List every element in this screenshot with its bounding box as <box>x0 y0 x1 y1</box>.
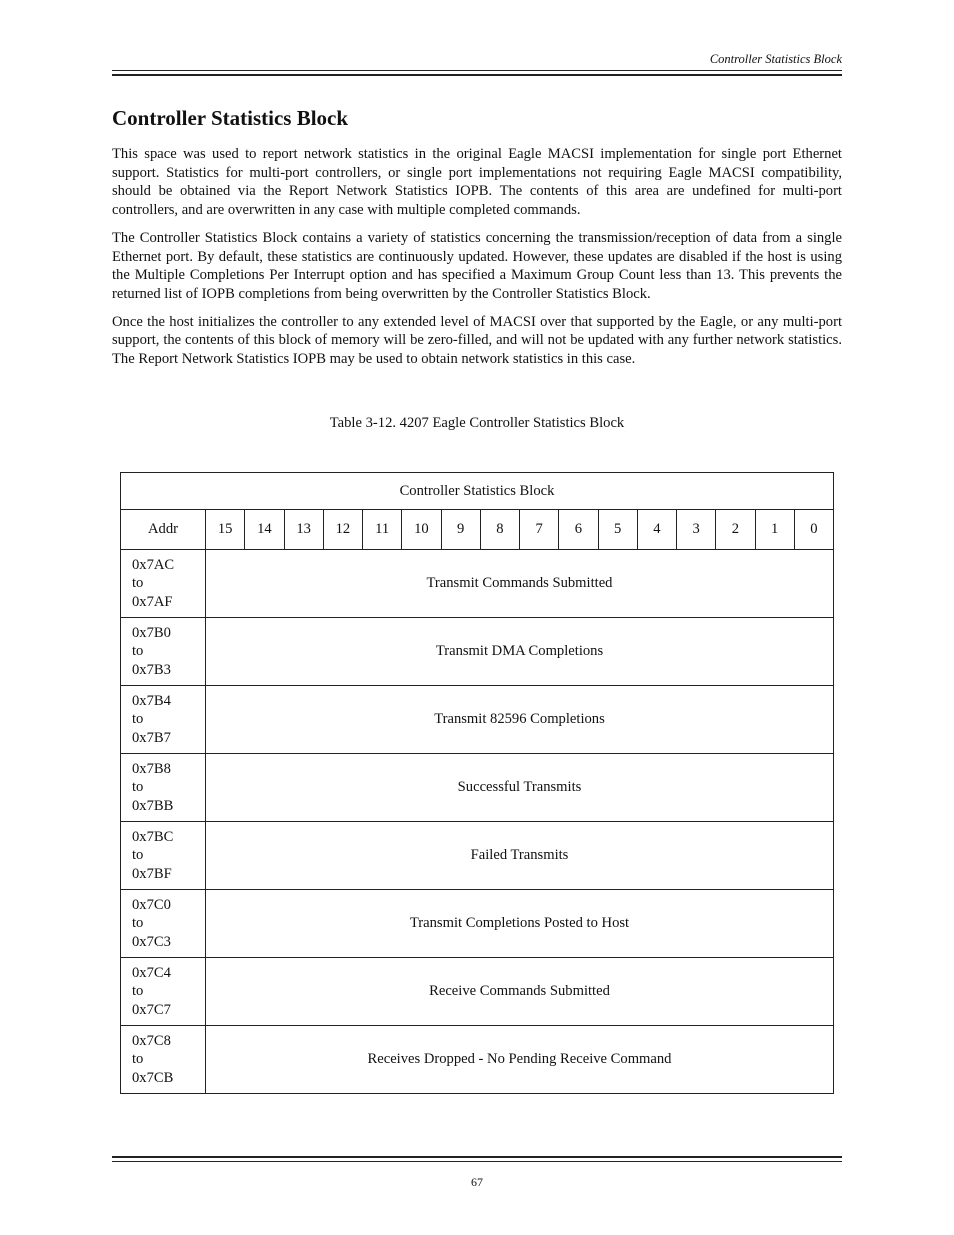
table-row <box>121 1026 834 1094</box>
addr-sep: to <box>132 1051 144 1068</box>
bit-header: 12 <box>323 510 362 550</box>
addr-sep: to <box>132 711 144 728</box>
header-rule-thick <box>112 74 842 76</box>
bit-header: 0 <box>794 510 833 550</box>
section-title: Controller Statistics Block <box>112 106 349 130</box>
field-name-cell: Transmit Completions Posted to Host <box>206 890 834 958</box>
bit-header: 10 <box>402 510 441 550</box>
addr-end: 0x7BB <box>132 797 174 814</box>
paragraph: The Controller Statistics Block contains a variety of statistics concerning the transmission/reception of data from a single Ethernet port. By default, these statistics are continuously updated. However, these updates are disabled if the host is using the Multiple Completions Per Interrupt option and has specified a Maximum Group Count less than 13. This prevents the returned list of IOPB completions from being overwritten by the Controller Statistics Block. <box>112 229 842 302</box>
table-row <box>121 686 834 754</box>
paragraph: Once the host initializes the controller to any extended level of MACSI over that supported by the Eagle, or any multi-port support, the contents of this block of memory will be zero-filled, and will not be updated with any further network statistics. The Report Network Statistics IOPB may be used to obtain network statistics in this case. <box>112 313 842 368</box>
addr-start: 0x7B0 <box>132 624 171 641</box>
addr-cell <box>121 686 206 754</box>
bit-header: 7 <box>520 510 559 550</box>
table-caption: Table 3-12. 4207 Eagle Controller Statistics Block <box>329 415 625 431</box>
addr-cell <box>121 1026 206 1094</box>
addr-start: 0x7B4 <box>132 692 171 709</box>
table-row <box>121 822 834 890</box>
addr-start: 0x7AC <box>132 556 175 573</box>
bit-header: 14 <box>245 510 284 550</box>
paragraph: This space was used to report network statistics in the original Eagle MACSI implementation for single port Ethernet support. Statistics for multi-port controllers, or single port implementations not requiring Eagle MACSI compatibility, should be obtained via the Report Network Statistics IOPB. The contents of this area are undefined for multi-port controllers, and are overwritten in any case with multiple completed commands. <box>112 146 842 219</box>
field-name-cell: Receives Dropped - No Pending Receive Command <box>206 1026 834 1094</box>
addr-start: 0x7BC <box>132 828 174 845</box>
addr-end: 0x7B7 <box>132 729 171 746</box>
field-name-cell: Transmit Commands Submitted <box>206 550 834 618</box>
bit-header: 3 <box>677 510 716 550</box>
addr-header: Addr <box>121 510 206 550</box>
addr-start: 0x7C8 <box>132 1032 171 1049</box>
table-title: Controller Statistics Block <box>121 473 834 510</box>
addr-sep: to <box>132 643 144 660</box>
table-row <box>121 754 834 822</box>
bit-header: 8 <box>480 510 519 550</box>
field-name-cell: Receive Commands Submitted <box>206 958 834 1026</box>
addr-cell <box>121 890 206 958</box>
table-row <box>121 958 834 1026</box>
addr-sep: to <box>132 915 144 932</box>
addr-cell <box>121 618 206 686</box>
addr-sep: to <box>132 575 144 592</box>
field-name-cell: Transmit DMA Completions <box>206 618 834 686</box>
addr-end: 0x7BF <box>132 865 172 882</box>
page-number: 67 <box>471 1175 483 1189</box>
table-row <box>121 890 834 958</box>
bit-header: 13 <box>284 510 323 550</box>
field-name-cell: Successful Transmits <box>206 754 834 822</box>
footer-rule <box>112 1161 842 1162</box>
addr-cell <box>121 550 206 618</box>
bit-header: 1 <box>755 510 794 550</box>
addr-sep: to <box>132 779 144 796</box>
table-header-row <box>121 510 834 550</box>
field-name-cell: Transmit 82596 Completions <box>206 686 834 754</box>
bit-header: 2 <box>716 510 755 550</box>
statistics-table <box>120 472 834 1094</box>
addr-sep: to <box>132 983 144 1000</box>
addr-start: 0x7C4 <box>132 964 171 981</box>
addr-start: 0x7B8 <box>132 760 171 777</box>
header-rule <box>112 70 842 71</box>
addr-end: 0x7C3 <box>132 933 171 950</box>
running-header: Controller Statistics Block <box>709 52 842 66</box>
bit-header: 4 <box>637 510 676 550</box>
bit-header: 11 <box>363 510 402 550</box>
bit-header: 15 <box>206 510 245 550</box>
field-name-cell: Failed Transmits <box>206 822 834 890</box>
addr-end: 0x7C7 <box>132 1001 171 1018</box>
bit-header: 9 <box>441 510 480 550</box>
footer-rule-thick <box>112 1156 842 1158</box>
addr-cell <box>121 958 206 1026</box>
addr-start: 0x7C0 <box>132 896 171 913</box>
bit-header: 5 <box>598 510 637 550</box>
body-text <box>112 145 842 378</box>
addr-end: 0x7B3 <box>132 661 171 678</box>
addr-end: 0x7CB <box>132 1069 174 1086</box>
table-row <box>121 550 834 618</box>
bit-header: 6 <box>559 510 598 550</box>
addr-cell <box>121 754 206 822</box>
table-row <box>121 618 834 686</box>
addr-cell <box>121 822 206 890</box>
addr-sep: to <box>132 847 144 864</box>
addr-end: 0x7AF <box>132 593 173 610</box>
